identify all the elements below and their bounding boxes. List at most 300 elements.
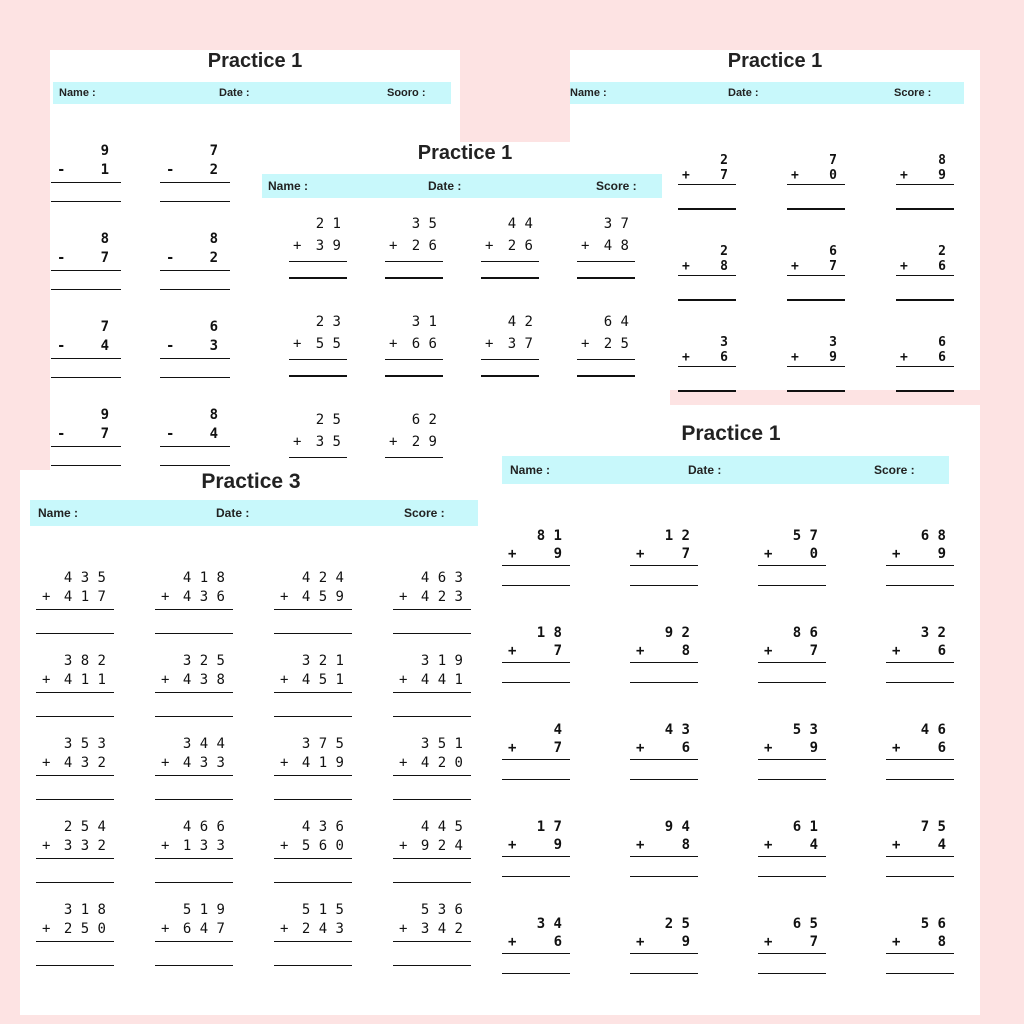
problem xyxy=(155,819,233,885)
operator-sign: + xyxy=(764,546,773,562)
problem-underline xyxy=(577,261,635,262)
problem-bottom-number: 9 xyxy=(809,740,818,756)
operator-sign: + xyxy=(399,921,408,937)
problem-top-number: 3 1 xyxy=(411,314,437,330)
problem-underline xyxy=(36,609,114,610)
problem xyxy=(758,528,826,588)
problem-bottom-number: 7 xyxy=(809,643,818,659)
problem-top-number: 5 3 6 xyxy=(420,902,463,918)
operator-sign: + xyxy=(581,336,590,352)
problem-underline xyxy=(51,182,121,183)
problem-underline xyxy=(289,359,347,360)
problem-bottom-number: 2 5 xyxy=(603,336,629,352)
operator-sign: + xyxy=(485,336,494,352)
problem xyxy=(758,916,826,976)
problem xyxy=(274,902,352,968)
problem xyxy=(36,902,114,968)
operator-sign: + xyxy=(280,672,289,688)
worksheet-header xyxy=(53,82,451,104)
operator-sign: + xyxy=(764,837,773,853)
problem-bottom-number: 7 xyxy=(681,546,690,562)
operator-sign: + xyxy=(636,643,645,659)
problem-underline xyxy=(630,565,698,566)
answer-line xyxy=(502,973,570,974)
problem-underline xyxy=(481,261,539,262)
problem-underline xyxy=(274,858,352,859)
operator-sign: + xyxy=(280,838,289,854)
answer-line xyxy=(155,882,233,883)
problem xyxy=(758,625,826,685)
answer-line xyxy=(502,779,570,780)
problem xyxy=(155,902,233,968)
answer-line xyxy=(896,208,954,210)
problem xyxy=(393,736,471,802)
name-label: Name : xyxy=(59,87,96,99)
problem-bottom-number: 4 xyxy=(937,837,946,853)
operator-sign: + xyxy=(764,934,773,950)
problem-underline xyxy=(274,941,352,942)
problem-top-number: 2 xyxy=(720,244,728,259)
problem xyxy=(289,314,347,378)
answer-line xyxy=(36,965,114,966)
answer-line xyxy=(502,585,570,586)
problem-underline xyxy=(886,662,954,663)
answer-line xyxy=(393,882,471,883)
problem-top-number: 9 xyxy=(100,407,109,423)
problem-bottom-number: 4 5 9 xyxy=(301,589,344,605)
problem-bottom-number: 4 3 2 xyxy=(63,755,106,771)
problem-top-number: 4 4 5 xyxy=(420,819,463,835)
problem-top-number: 4 6 6 xyxy=(182,819,225,835)
problem xyxy=(393,653,471,719)
problem xyxy=(160,143,230,204)
operator-sign: + xyxy=(900,350,908,365)
problem-top-number: 2 3 xyxy=(315,314,341,330)
answer-line xyxy=(51,289,121,290)
problem-underline xyxy=(502,662,570,663)
answer-line xyxy=(51,377,121,378)
operator-sign: + xyxy=(764,643,773,659)
operator-sign: + xyxy=(280,755,289,771)
worksheet-header xyxy=(570,82,964,104)
problem xyxy=(502,722,570,782)
problem xyxy=(36,819,114,885)
problem-top-number: 1 7 xyxy=(536,819,562,835)
problem-top-number: 4 4 xyxy=(507,216,533,232)
problem-underline xyxy=(160,446,230,447)
answer-line xyxy=(274,882,352,883)
date-label: Date : xyxy=(219,87,250,99)
problem-top-number: 4 3 5 xyxy=(63,570,106,586)
problem xyxy=(385,216,443,280)
problem-bottom-number: 4 2 0 xyxy=(420,755,463,771)
problem-underline xyxy=(393,858,471,859)
problem-top-number: 8 6 xyxy=(792,625,818,641)
worksheet-title: Practice 1 xyxy=(681,422,781,445)
problem-top-number: 5 1 9 xyxy=(182,902,225,918)
problem-top-number: 6 xyxy=(209,319,218,335)
problem-bottom-number: 4 4 1 xyxy=(420,672,463,688)
operator-sign: + xyxy=(900,168,908,183)
problem-top-number: 6 4 xyxy=(603,314,629,330)
operator-sign: + xyxy=(293,238,302,254)
problem xyxy=(502,625,570,685)
answer-line xyxy=(155,633,233,634)
problem xyxy=(51,143,121,204)
problem-underline xyxy=(385,261,443,262)
answer-line xyxy=(155,965,233,966)
problem-bottom-number: 9 2 4 xyxy=(420,838,463,854)
problem xyxy=(51,231,121,292)
problem-top-number: 8 1 xyxy=(536,528,562,544)
problem-top-number: 8 xyxy=(938,153,946,168)
problem xyxy=(289,216,347,280)
score-label: Score : xyxy=(596,179,637,193)
answer-line xyxy=(896,390,954,392)
problem xyxy=(896,335,954,393)
problem-top-number: 4 6 xyxy=(920,722,946,738)
operator-sign: + xyxy=(892,837,901,853)
problem-underline xyxy=(289,457,347,458)
problem-underline xyxy=(630,953,698,954)
problem-top-number: 7 xyxy=(829,153,837,168)
operator-sign: + xyxy=(42,838,51,854)
problem-top-number: 3 5 1 xyxy=(420,736,463,752)
operator-sign: + xyxy=(389,336,398,352)
problem xyxy=(678,153,736,211)
problem xyxy=(160,407,230,468)
problem-top-number: 5 3 xyxy=(792,722,818,738)
problem-underline xyxy=(630,759,698,760)
problem-bottom-number: 3 7 xyxy=(507,336,533,352)
problem-top-number: 9 2 xyxy=(664,625,690,641)
problem-underline xyxy=(502,565,570,566)
problem-top-number: 2 5 4 xyxy=(63,819,106,835)
operator-sign: + xyxy=(682,259,690,274)
operator-sign: + xyxy=(764,740,773,756)
answer-line xyxy=(36,882,114,883)
operator-sign: + xyxy=(581,238,590,254)
problem-bottom-number: 2 9 xyxy=(411,434,437,450)
answer-line xyxy=(160,289,230,290)
answer-line xyxy=(393,799,471,800)
problem-underline xyxy=(481,359,539,360)
problem-underline xyxy=(155,775,233,776)
problem-top-number: 7 5 xyxy=(920,819,946,835)
problem xyxy=(385,412,443,476)
problem-underline xyxy=(36,692,114,693)
problem-underline xyxy=(160,270,230,271)
problem-underline xyxy=(385,359,443,360)
problem-top-number: 4 xyxy=(553,722,562,738)
problem-top-number: 9 4 xyxy=(664,819,690,835)
problem-underline xyxy=(51,358,121,359)
problem xyxy=(160,231,230,292)
problem xyxy=(630,625,698,685)
problem-underline xyxy=(502,856,570,857)
problem-top-number: 7 xyxy=(209,143,218,159)
problem-underline xyxy=(577,359,635,360)
problem-bottom-number: 6 xyxy=(938,350,946,365)
problem-bottom-number: 8 xyxy=(681,837,690,853)
problem-top-number: 8 xyxy=(209,231,218,247)
operator-sign: + xyxy=(161,838,170,854)
problem-top-number: 4 2 xyxy=(507,314,533,330)
problem-bottom-number: 6 xyxy=(937,740,946,756)
operator-sign: + xyxy=(508,934,517,950)
problem-top-number: 8 xyxy=(100,231,109,247)
operator-sign: - xyxy=(166,338,175,354)
operator-sign: + xyxy=(161,672,170,688)
name-label: Name : xyxy=(38,506,79,520)
problem-bottom-number: 4 xyxy=(100,338,109,354)
operator-sign: + xyxy=(682,168,690,183)
operator-sign: + xyxy=(42,755,51,771)
operator-sign: + xyxy=(636,546,645,562)
answer-line xyxy=(787,299,845,301)
problem-underline xyxy=(886,565,954,566)
answer-line xyxy=(160,465,230,466)
problem-bottom-number: 4 8 xyxy=(603,238,629,254)
problem-top-number: 6 5 xyxy=(792,916,818,932)
problem-top-number: 6 xyxy=(829,244,837,259)
problem-top-number: 4 3 xyxy=(664,722,690,738)
problem-top-number: 2 5 xyxy=(664,916,690,932)
problem-bottom-number: 2 6 xyxy=(507,238,533,254)
problem-underline xyxy=(393,609,471,610)
problem-underline xyxy=(758,759,826,760)
worksheet-practice-1-addition-mixed xyxy=(482,405,980,1015)
problem-top-number: 4 1 8 xyxy=(182,570,225,586)
problem-top-number: 3 2 1 xyxy=(301,653,344,669)
problem-top-number: 2 xyxy=(938,244,946,259)
problem-underline xyxy=(787,275,845,276)
answer-line xyxy=(886,585,954,586)
problem-bottom-number: 2 4 3 xyxy=(301,921,344,937)
problem-underline xyxy=(51,270,121,271)
problem-underline xyxy=(274,609,352,610)
operator-sign: + xyxy=(508,740,517,756)
answer-line xyxy=(758,876,826,877)
answer-line xyxy=(630,585,698,586)
problem-bottom-number: 7 xyxy=(720,168,728,183)
worksheet-title: Practice 1 xyxy=(207,50,303,72)
operator-sign: + xyxy=(892,643,901,659)
problem xyxy=(630,722,698,782)
problem xyxy=(886,916,954,976)
problem-bottom-number: 4 1 1 xyxy=(63,672,106,688)
problem-bottom-number: 9 xyxy=(829,350,837,365)
worksheet-title: Practice 1 xyxy=(417,142,513,164)
problem-underline xyxy=(274,775,352,776)
problem xyxy=(481,314,539,378)
answer-line xyxy=(678,208,736,210)
problem xyxy=(630,916,698,976)
answer-line xyxy=(577,375,635,377)
operator-sign: + xyxy=(399,672,408,688)
problem xyxy=(630,528,698,588)
problem-bottom-number: 4 xyxy=(209,426,218,442)
problem xyxy=(274,570,352,636)
problem-bottom-number: 6 xyxy=(938,259,946,274)
problem-underline xyxy=(630,856,698,857)
operator-sign: + xyxy=(791,168,799,183)
problem-underline xyxy=(393,775,471,776)
problem xyxy=(393,570,471,636)
problem-bottom-number: 4 5 1 xyxy=(301,672,344,688)
operator-sign: + xyxy=(900,259,908,274)
problem-bottom-number: 2 5 0 xyxy=(63,921,106,937)
problem-top-number: 6 8 xyxy=(920,528,946,544)
worksheet-header xyxy=(30,500,478,526)
problem-bottom-number: 9 xyxy=(681,934,690,950)
operator-sign: + xyxy=(161,755,170,771)
problem xyxy=(36,570,114,636)
problem-bottom-number: 7 xyxy=(829,259,837,274)
operator-sign: - xyxy=(57,250,66,266)
answer-line xyxy=(886,682,954,683)
problem xyxy=(758,819,826,879)
problem-bottom-number: 9 xyxy=(553,546,562,562)
problem xyxy=(678,335,736,393)
problem-top-number: 7 xyxy=(100,319,109,335)
problem-bottom-number: 0 xyxy=(809,546,818,562)
problem-top-number: 1 2 xyxy=(664,528,690,544)
answer-line xyxy=(577,277,635,279)
operator-sign: + xyxy=(636,837,645,853)
problem-bottom-number: 4 1 9 xyxy=(301,755,344,771)
operator-sign: - xyxy=(57,426,66,442)
date-label: Date : xyxy=(428,179,462,193)
problem-bottom-number: 6 xyxy=(937,643,946,659)
problem-bottom-number: 5 5 xyxy=(315,336,341,352)
operator-sign: + xyxy=(280,589,289,605)
operator-sign: - xyxy=(166,162,175,178)
answer-line xyxy=(274,965,352,966)
problem-underline xyxy=(51,446,121,447)
answer-line xyxy=(896,299,954,301)
operator-sign: + xyxy=(485,238,494,254)
problem-bottom-number: 1 xyxy=(100,162,109,178)
problem-top-number: 4 6 3 xyxy=(420,570,463,586)
problem-top-number: 2 5 xyxy=(315,412,341,428)
problem-top-number: 3 2 xyxy=(920,625,946,641)
problem-bottom-number: 0 xyxy=(829,168,837,183)
problem xyxy=(886,819,954,879)
problem xyxy=(155,653,233,719)
problem xyxy=(787,244,845,302)
problem-underline xyxy=(758,856,826,857)
problem-bottom-number: 3 9 xyxy=(315,238,341,254)
problem-bottom-number: 2 xyxy=(209,250,218,266)
operator-sign: + xyxy=(682,350,690,365)
problem-top-number: 3 8 2 xyxy=(63,653,106,669)
operator-sign: + xyxy=(161,921,170,937)
problem-underline xyxy=(896,184,954,185)
problem-top-number: 3 7 xyxy=(603,216,629,232)
operator-sign: + xyxy=(892,740,901,756)
problem-bottom-number: 3 3 2 xyxy=(63,838,106,854)
problem xyxy=(160,319,230,380)
name-label: Name : xyxy=(268,179,309,193)
problem xyxy=(630,819,698,879)
problem xyxy=(51,407,121,468)
problem-underline xyxy=(36,858,114,859)
answer-line xyxy=(36,799,114,800)
problem-top-number: 1 8 xyxy=(536,625,562,641)
operator-sign: + xyxy=(399,755,408,771)
problem xyxy=(577,314,635,378)
name-label: Name : xyxy=(510,463,551,477)
operator-sign: - xyxy=(57,338,66,354)
problem xyxy=(502,528,570,588)
answer-line xyxy=(385,277,443,279)
operator-sign: + xyxy=(293,336,302,352)
problem-underline xyxy=(678,184,736,185)
problem-bottom-number: 4 3 6 xyxy=(182,589,225,605)
answer-line xyxy=(160,377,230,378)
problem-top-number: 6 2 xyxy=(411,412,437,428)
problem-top-number: 3 4 xyxy=(536,916,562,932)
worksheet-header xyxy=(502,456,949,484)
problem xyxy=(51,319,121,380)
operator-sign: + xyxy=(293,434,302,450)
operator-sign: + xyxy=(161,589,170,605)
answer-line xyxy=(886,779,954,780)
operator-sign: + xyxy=(892,546,901,562)
operator-sign: - xyxy=(166,426,175,442)
problem-underline xyxy=(502,759,570,760)
problem-underline xyxy=(393,692,471,693)
answer-line xyxy=(289,375,347,377)
problem xyxy=(385,314,443,378)
answer-line xyxy=(502,682,570,683)
answer-line xyxy=(481,375,539,377)
operator-sign: - xyxy=(166,250,175,266)
problem-bottom-number: 6 xyxy=(720,350,728,365)
problem-top-number: 5 7 xyxy=(792,528,818,544)
problem xyxy=(758,722,826,782)
worksheet-title: Practice 3 xyxy=(201,470,301,493)
problem-underline xyxy=(155,692,233,693)
answer-line xyxy=(274,633,352,634)
answer-line xyxy=(758,779,826,780)
operator-sign: - xyxy=(57,162,66,178)
answer-line xyxy=(758,973,826,974)
problem-bottom-number: 7 xyxy=(809,934,818,950)
operator-sign: + xyxy=(791,350,799,365)
answer-line xyxy=(393,716,471,717)
problem-bottom-number: 2 6 xyxy=(411,238,437,254)
problem-bottom-number: 7 xyxy=(553,740,562,756)
operator-sign: + xyxy=(399,589,408,605)
problem-top-number: 3 1 8 xyxy=(63,902,106,918)
problem-underline xyxy=(36,775,114,776)
answer-line xyxy=(274,799,352,800)
problem-top-number: 3 7 5 xyxy=(301,736,344,752)
problem-bottom-number: 3 4 2 xyxy=(420,921,463,937)
score-label: Score : xyxy=(404,506,445,520)
problem-bottom-number: 5 6 0 xyxy=(301,838,344,854)
problem-top-number: 3 1 9 xyxy=(420,653,463,669)
problem-underline xyxy=(886,759,954,760)
problem-bottom-number: 9 xyxy=(553,837,562,853)
problem-top-number: 2 1 xyxy=(315,216,341,232)
problem-bottom-number: 4 1 7 xyxy=(63,589,106,605)
problem-underline xyxy=(886,856,954,857)
operator-sign: + xyxy=(508,837,517,853)
answer-line xyxy=(155,716,233,717)
